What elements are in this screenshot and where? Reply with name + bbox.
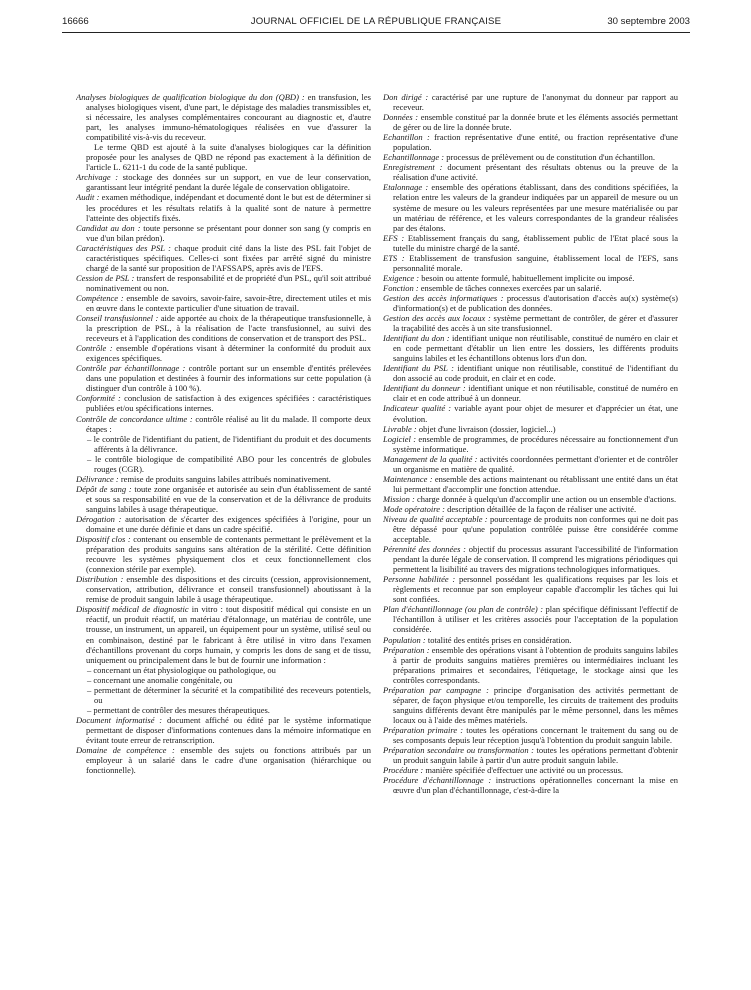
journal-title: JOURNAL OFFICIEL DE LA RÉPUBLIQUE FRANÇAISE (250, 16, 502, 27)
list-item: – concernant une anomalie congénitale, ou (87, 674, 233, 685)
glossary-entry (383, 645, 678, 685)
glossary-entry (76, 484, 371, 514)
glossary-term: Plan d'échantillonnage (ou plan de contrôle) : (383, 604, 544, 615)
glossary-term: Mission : (383, 493, 415, 504)
glossary-definition: examen méthodique, indépendant et documenté dont le but est de déterminer si les procédures et les résultats relatifs à la qualité sont de nature à permettre l'atteinte des objectifs fixés. (86, 192, 371, 223)
glossary-definition: identifiant unique non réutilisable, constitué de numéro en clair et en code permettant d'établir un lien entre les dossiers, les différents produits sanguins labiles et les échantillons obtenus lors d'un don. (393, 333, 678, 364)
glossary-entry (76, 745, 371, 775)
list-item: – permettant de contrôler des mesures thérapeutiques. (87, 704, 270, 715)
glossary-term: Personne habilitée : (383, 574, 456, 585)
glossary-term: Gestion des accès informatiques : (383, 292, 504, 303)
glossary-entry (383, 313, 678, 333)
glossary-entry (76, 604, 371, 664)
glossary-definition: ensemble de savoirs, savoir-faire, savoir-être, directement utiles et mis en œuvre dans le contexte particulier d'une situation de travail. (86, 292, 371, 313)
glossary-entry (383, 454, 678, 474)
glossary-definition: chaque produit cité dans la liste des PSL fait l'objet de caractéristiques spécifiques. Celles-ci sont fixées par arrêté signé du ministre chargé de la santé sur proposition de l'AFSSAPS, après avis de l'EFS. (86, 242, 371, 273)
glossary-entry (383, 775, 678, 795)
glossary-term: Logiciel : (383, 433, 417, 444)
glossary-entry (383, 544, 678, 574)
glossary-term: Identifiant du don : (383, 333, 450, 344)
glossary-term: Cession de PSL : (76, 272, 135, 283)
glossary-term: Contrôle de concordance ultime : (76, 413, 193, 424)
glossary-entry (383, 233, 678, 253)
glossary-term: Conformité : (76, 393, 121, 404)
glossary-term: Pérennité des données : (383, 544, 466, 555)
glossary-term: Echantillonnage : (383, 152, 445, 163)
page-number: 16666 (62, 16, 89, 27)
glossary-entry (76, 393, 371, 413)
glossary-entry (383, 685, 678, 725)
glossary-term: Identifiant du donneur : (383, 383, 466, 394)
glossary-definition: processus d'autorisation d'accès au(x) système(s) d'information(s) et de publication des données. (393, 292, 678, 313)
glossary-term: Dispositif médical de diagnostic (76, 604, 189, 615)
glossary-definition: identifiant unique non réutilisable, constitué de l'identifiant du don associé au code produit, en clair et en code. (393, 363, 678, 384)
glossary-term: Contrôle : (76, 343, 113, 354)
glossary-definition: document présentant des résultats obtenus ou la preuve de la réalisation d'une activité. (393, 162, 678, 183)
glossary-entry (383, 253, 678, 273)
glossary-definition: Etablissement de transfusion sanguine, établissement local de l'EFS, sans personnalité morale. (393, 252, 678, 273)
glossary-term: Mode opératoire : (383, 503, 446, 514)
glossary-term: Procédure d'échantillonnage : (383, 775, 492, 786)
right-column (383, 92, 678, 982)
glossary-definition: besoin ou attente formulé, habituellement implicite ou imposé. (419, 272, 635, 283)
glossary-definition: stockage des données sur un support, en vue de leur conservation, garantissant leur intégrité pendant la durée légale de conservation obligatoire. (86, 172, 371, 193)
glossary-term: Contrôle par échantillonnage : (76, 363, 186, 374)
list-item: – le contrôle de l'identifiant du patient, de l'identifiant du produit et des documents afférents à la délivrance. (87, 433, 371, 454)
glossary-term: Préparation primaire : (383, 724, 464, 735)
glossary-term: Caractéristiques des PSL : (76, 242, 172, 253)
publication-date: 30 septembre 2003 (607, 16, 690, 27)
glossary-entry (76, 414, 371, 434)
glossary-entry (383, 333, 678, 363)
glossary-definition: ensemble de programmes, de procédures nécessaire au fonctionnement d'un système informatique. (393, 433, 678, 454)
glossary-entry (383, 474, 678, 494)
glossary-definition: contenant ou ensemble de contenants permettant le prélèvement et la préparation des produits sanguins sans altération de la stérilité. Cette définition recouvre les systèmes physiquement clos et ceux fonctionnellement clos (connexion stérile par exemple). (86, 534, 371, 575)
glossary-term: Audit : (76, 192, 100, 203)
glossary-entry (383, 434, 678, 454)
glossary-entry (383, 494, 678, 504)
glossary-definition: ensemble des dispositions et des circuits (cession, approvisionnement, conservation, attribution, délivrance et conseil transfusionnel) aboutissant à la remise de produit sanguin labile à usage thérapeutique. (86, 574, 371, 605)
glossary-entry (383, 363, 678, 383)
glossary-term: Préparation par campagne : (383, 684, 489, 695)
glossary-term: Fonction : (383, 282, 419, 293)
glossary-definition: contrôle réalisé au lit du malade. Il comporte deux étapes : (86, 413, 371, 434)
glossary-entry (76, 715, 371, 745)
glossary-definition: toute personne se présentant pour donner son sang (y compris en vue d'un bilan prédon). (86, 222, 371, 243)
glossary-definition: système permettant de contrôler, de gérer et d'assurer la traçabilité des accès à un site transfusionnel. (393, 313, 678, 334)
glossary-term: Enregistrement : (383, 162, 443, 173)
glossary-definition: ensemble constitué par la donnée brute et les éléments associés permettant de gérer ou de lire la donnée brute. (393, 112, 678, 133)
glossary-term: Management de la qualité : (383, 453, 478, 464)
glossary-term: Domaine de compétence : (76, 745, 175, 756)
glossary-entry (76, 223, 371, 243)
glossary-definition: autorisation de s'écarter des exigences spécifiées à l'origine, pour un domaine et une durée définie et dans un cadre spécifié. (86, 513, 371, 535)
glossary-term: Population : (383, 634, 426, 645)
glossary-term: Données : (383, 112, 419, 123)
glossary-term: Echantillon : (383, 132, 430, 143)
glossary-term: Etalonnage : (383, 182, 429, 193)
glossary-entry (383, 745, 678, 765)
glossary-entry (383, 635, 678, 645)
glossary-term: Délivrance : (76, 473, 119, 484)
glossary-entry (383, 162, 678, 182)
glossary-entry (383, 725, 678, 745)
glossary-entry (76, 293, 371, 313)
glossary-term: Document informatisé : (76, 714, 163, 725)
glossary-definition: ensemble d'opérations visant à déterminer la conformité du produit aux exigences spécifiques. (86, 343, 371, 364)
glossary-term: Conseil transfusionnel : (76, 313, 159, 324)
glossary-entry (76, 273, 371, 293)
glossary-definition: in vitro : tout dispositif médical qui consiste en un réactif, un produit réactif, un matériau d'étalonnage, un matériau de contrôle, une trousse, un instrument, un appareil, un équipement pour un système, utilisé seul ou en combinaison, destiné par le fabricant à être utilisé in vitro dans l'examen d'échantillons provenant du corps humain, y compris les dons de sang et de tissu, uniquement ou principalement dans le but de fournir une information : (86, 604, 371, 665)
glossary-term: Compétence : (76, 292, 124, 303)
glossary-entry (383, 574, 678, 604)
glossary-entry (383, 273, 678, 283)
glossary-entry (76, 343, 371, 363)
glossary-entry (76, 172, 371, 192)
glossary-entry (383, 293, 678, 313)
page-header (62, 14, 690, 30)
glossary-entry (76, 474, 371, 484)
list-item: – le contrôle biologique de compatibilité ABO pour les concentrés de globules rouges (CGR). (87, 453, 371, 474)
glossary-term: Gestion des accès aux locaux : (383, 313, 491, 324)
glossary-definition: instructions opérationnelles concernant la mise en œuvre d'un plan d'échantillonnage, c'est-à-dire la (393, 775, 678, 796)
glossary-definition: objet d'une livraison (dossier, logiciel...) (416, 423, 556, 434)
glossary-entry (383, 92, 678, 112)
glossary-entry (76, 243, 371, 273)
glossary-entry (76, 514, 371, 534)
glossary-entry (383, 182, 678, 232)
glossary-term: Identifiant du PSL : (383, 363, 454, 374)
glossary-definition: plan spécifique définissant l'effectif de l'échantillon à utiliser et les critères associés pour l'acceptation de la population considérée. (393, 604, 678, 635)
glossary-definition: activités coordonnées permettant d'orienter et de contrôler un organisme en matière de qualité. (393, 453, 678, 474)
glossary-definition: conclusion de satisfaction à des exigences spécifiées : caractéristiques publiées et/ou spécifications internes. (86, 393, 371, 414)
glossary-entry (76, 574, 371, 604)
glossary-entry (383, 283, 678, 293)
glossary-definition: ensemble des opérations visant à l'obtention de produits sanguins labiles à partir de produits sanguins matières premières ou intermédiaires incluant les préparations primaires et secondaires, l'étiquetage, le stockage ainsi que les contrôles correspondants. (393, 644, 678, 685)
glossary-entry (383, 424, 678, 434)
glossary-entry (383, 604, 678, 634)
glossary-definition: pourcentage de produits non conformes qui ne doit pas être dépassé pour qu'une population contrôlée puisse être considérée comme acceptable. (393, 513, 678, 545)
glossary-term: Niveau de qualité acceptable : (383, 513, 488, 524)
glossary-term: Don dirigé : (383, 92, 429, 102)
glossary-entry (76, 363, 371, 393)
glossary-definition: remise de produits sanguins labiles attribués nominativement. (118, 473, 331, 484)
glossary-definition: ensemble des actions maintenant ou rétablissant une entité dans un état lui permettant d'accomplir une fonction attendue. (393, 473, 678, 494)
glossary-definition: totalité des entités prises en considération. (425, 634, 572, 645)
glossary-definition: processus de prélèvement ou de constitution d'un échantillon. (444, 152, 656, 163)
glossary-definition: Etablissement français du sang, établissement public de l'Etat placé sous la tutelle du ministre chargé de la santé. (393, 232, 678, 253)
glossary-entry (383, 403, 678, 423)
list-item: – permettant de déterminer la sécurité et la compatibilité des receveurs potentiels, ou (87, 684, 371, 705)
glossary-entry (383, 504, 678, 514)
glossary-entry (76, 192, 371, 222)
glossary-definition: objectif du processus assurant l'accessibilité de l'information pendant la durée légale de conservation. Il comprend les migrations périodiques qui permettent la lisibilité au travers des migrations technologiques informatiques. (393, 544, 678, 575)
glossary-definition: personnel possédant les qualifications requises par les lois et règlements et reconnue par son employeur capable d'accomplir les tâches qui lui sont confiées. (393, 574, 678, 605)
paragraph: Le terme QBD est ajouté à la suite d'analyses biologiques car la définition proposée pour les analyses de QBD ne répond pas exactement à la définition de l'article L. 6211-1 du code de la santé publique. (86, 142, 371, 173)
glossary-entry (383, 132, 678, 152)
glossary-term: Procédure : (383, 765, 424, 776)
glossary-term: Dérogation : (76, 513, 122, 524)
glossary-definition: document affiché ou édité par le système informatique permettant de disposer d'informations contenues dans la mémoire informatique en évitant toute erreur de retranscription. (86, 714, 371, 745)
glossary-definition: ensemble des opérations établissant, dans des conditions spécifiées, la relation entre les valeurs de la grandeur indiquées par un appareil de mesure ou un système de mesure ou les valeurs représentées par une mesure matérialisée ou par un matériau de référence, et les valeurs correspondantes de la grandeur réalisées par des étalons. (393, 182, 678, 233)
glossary-definition: toutes les opérations concernant le traitement du sang ou de ses composants depuis leur réception jusqu'à l'obtention du produit sanguin labile. (393, 724, 678, 745)
glossary-entry (383, 514, 678, 544)
glossary-entry (383, 383, 678, 403)
glossary-definition: identifiant unique et non réutilisable, constitué de numéro en clair et en code attribué à un donneur. (393, 383, 678, 404)
glossary-entry (383, 765, 678, 775)
glossary-definition: transfert de responsabilité et de propriété d'un PSL, qu'il soit attribué nominativement ou non. (86, 272, 371, 293)
glossary-definition: ensemble des sujets ou fonctions attribués par un employeur à un salarié dans le cadre d'une organisation (hiérarchique ou fonctionnelle). (86, 745, 371, 776)
glossary-definition: toute zone organisée et autorisée au sein d'un établissement de santé et sous sa responsabilité en vue de la conservation et de la délivrance de produits sanguins labiles à usage thérapeutique. (86, 483, 371, 514)
glossary-term: Exigence : (383, 272, 420, 283)
glossary-definition: description détaillée de la façon de réaliser une activité. (445, 503, 637, 514)
glossary-term: Préparation : (383, 644, 430, 655)
glossary-entry (76, 313, 371, 343)
glossary-term: Dépôt de sang : (76, 483, 132, 494)
glossary-definition: aide apportée au choix de la thérapeutique transfusionnelle, à la prescription de PSL, à la réalisation de l'acte transfusionnel, au suivi des receveurs et à l'application des conditions de conservation et de transport des PSL. (86, 313, 371, 344)
list-item: – concernant un état physiologique ou pathologique, ou (87, 664, 276, 675)
glossary-entry (383, 112, 678, 132)
glossary-entry (76, 534, 371, 574)
glossary-definition: variable ayant pour objet de mesurer et d'apprécier un état, une évolution. (393, 403, 678, 424)
glossary-term: Préparation secondaire ou transformation : (383, 745, 534, 756)
glossary-definition: ensemble de tâches connexes exercées par un salarié. (418, 282, 602, 293)
glossary-definition: principe d'organisation des activités permettant de séparer, de façon physique et/ou temporelle, les circuits de traitement des produits sanguins différents devant être manipulés par le même personnel, dans les mêmes locaux ou à l'aide des mêmes matériels. (393, 684, 678, 725)
glossary-definition: contrôle portant sur un ensemble d'entités prélevées dans une population et destinées à fournir des informations sur cette population (à distinguer d'un contrôle à 100 %). (86, 363, 371, 394)
glossary-term: Maintenance : (383, 473, 433, 484)
glossary-term: ETS : (383, 252, 405, 263)
header-rule (62, 32, 690, 33)
glossary-definition: en transfusion, les analyses biologiques visent, d'une part, le dépistage des maladies transmissibles et, si nécessaire, les analyses complémentaires concourant au diagnostic et, d'autre part, les analyses immuno-hématologiques réalisées en vue d'assurer la compatibilité vis-à-vis du receveur. (86, 92, 371, 143)
glossary-term: Indicateur qualité : (383, 403, 452, 414)
glossary-term: Livrable : (383, 423, 417, 434)
glossary-entry (76, 92, 371, 142)
glossary-term: Analyses biologiques de qualification biologique du don (QBD) : (76, 92, 305, 102)
glossary-term: Distribution : (76, 574, 124, 585)
glossary-term: Candidat au don : (76, 222, 141, 233)
glossary-term: Dispositif clos : (76, 534, 131, 545)
left-column (76, 92, 371, 982)
glossary-term: EFS : (383, 232, 405, 243)
glossary-definition: toutes les opérations permettant d'obtenir un produit sanguin labile à partir d'un autre produit sanguin labile. (393, 745, 678, 766)
glossary-definition: manière spécifiée d'effectuer une activité ou un processus. (423, 765, 624, 776)
glossary-entry (383, 152, 678, 162)
glossary-term: Archivage : (76, 172, 119, 183)
glossary-definition: fraction représentative d'une entité, ou fraction représentative d'une population. (393, 132, 678, 153)
glossary-definition: caractérisé par une rupture de l'anonymat du donneur par rapport au receveur. (393, 92, 678, 113)
glossary-definition: charge donnée à quelqu'un d'accomplir une action ou un ensemble d'actions. (414, 493, 677, 504)
